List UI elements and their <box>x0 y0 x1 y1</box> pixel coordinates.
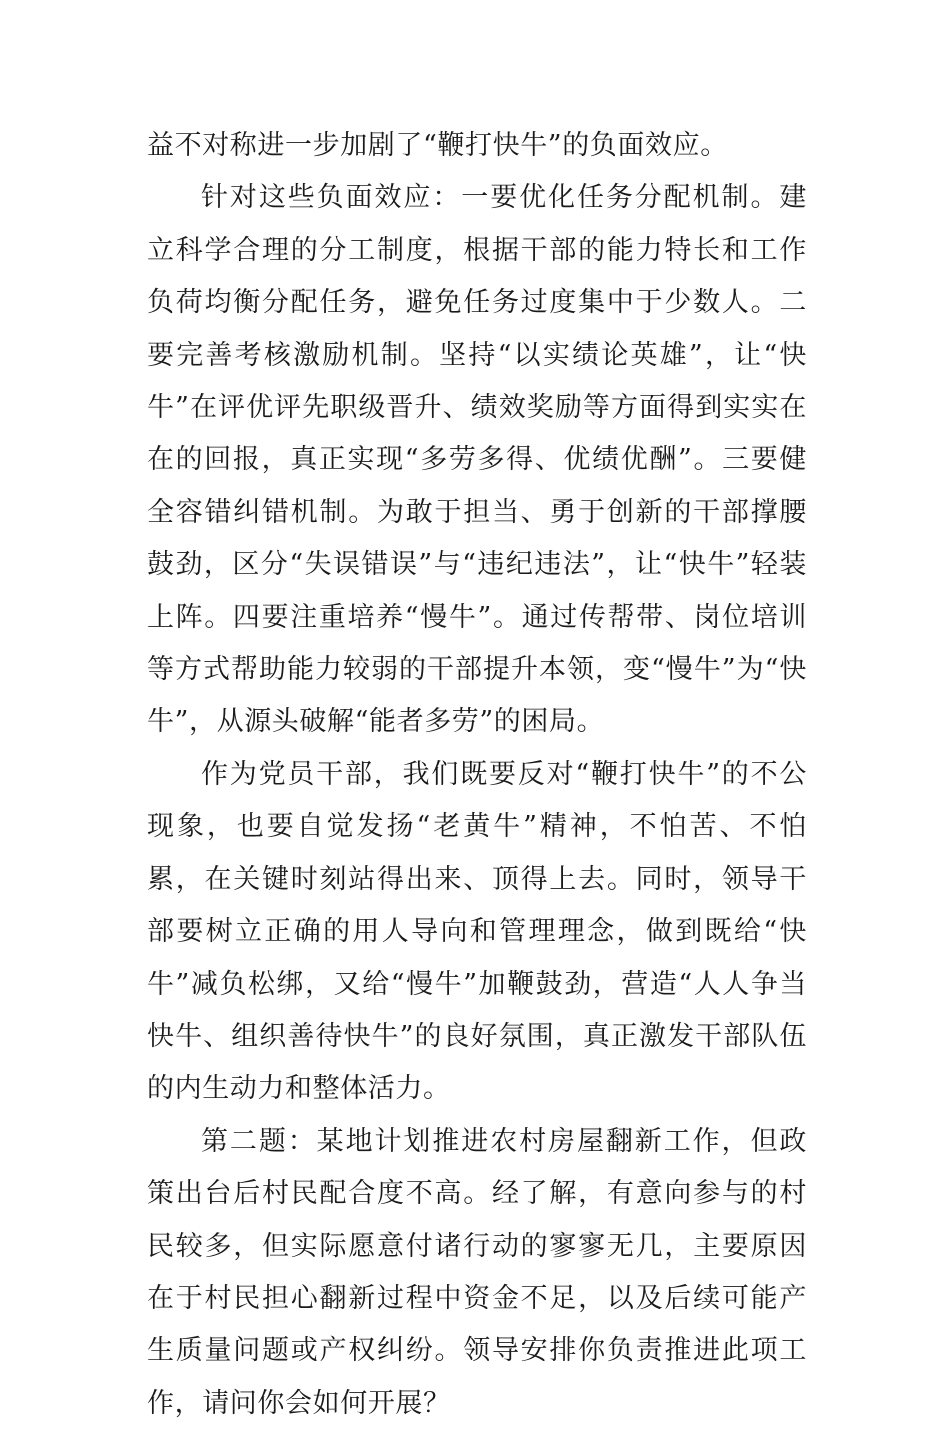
paragraph-countermeasures: 针对这些负面效应：一要优化任务分配机制。建立科学合理的分工制度，根据干部的能力特长和工作负荷均衡分配任务，避免任务过度集中于少数人。二要完善考核激励机制。坚持“以实绩论英雄”，让“快牛”在评优评先职级晋升、绩效奖励等方面得到实实在在的回报，真正实现“多劳多得、优绩优酬”。三要健全容错纠错机制。为敢于担当、勇于创新的干部撑腰鼓劲，区分“失误错误”与“违纪违法”，让“快牛”轻装上阵。四要注重培养“慢牛”。通过传帮带、岗位培训等方式帮助能力较弱的干部提升本领，变“慢牛”为“快牛”，从源头破解“能者多劳”的困局。 <box>147 182 807 738</box>
paragraph-party-cadres: 作为党员干部，我们既要反对“鞭打快牛”的不公现象，也要自觉发扬“老黄牛”精神，不怕苦、不怕累，在关键时刻站得出来、顶得上去。同时，领导干部要树立正确的用人导向和管理理念，做到既给“快牛”减负松绑，又给“慢牛”加鞭鼓劲，营造“人人争当快牛、组织善待快牛”的良好氛围，真正激发干部队伍的内生动力和整体活力。 <box>147 758 807 1105</box>
paragraph-continuation: 益不对称进一步加剧了“鞭打快牛”的负面效应。 <box>147 130 728 161</box>
document-body <box>147 120 807 1430</box>
paragraph-question-two: 第二题：某地计划推进农村房屋翻新工作，但政策出台后村民配合度不高。经了解，有意向参与的村民较多，但实际愿意付诸行动的寥寥无几，主要原因在于村民担心翻新过程中资金不足，以及后续可能产生质量问题或产权纠纷。领导安排你负责推进此项工作，请问你会如何开展？ <box>147 1125 807 1419</box>
